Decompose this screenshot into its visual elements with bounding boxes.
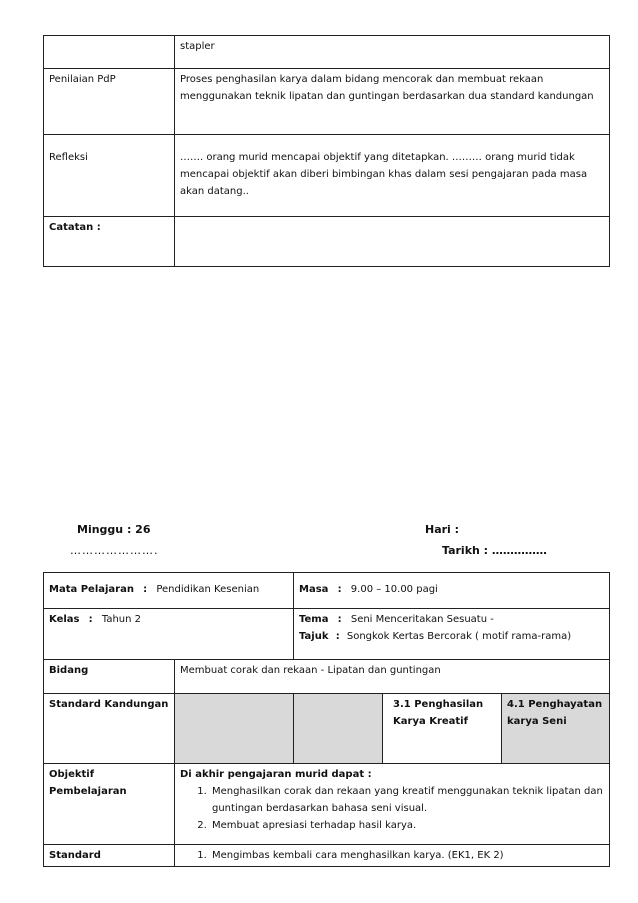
kelas-cell	[44, 609, 294, 660]
kelas-value: Tahun 2	[101, 614, 141, 625]
standard-item: 1. Mengimbas kembali cara menghasilkan karya. (EK1, EK 2)	[210, 847, 604, 864]
stapler-cell: stapler	[175, 36, 610, 69]
tema-line	[299, 611, 604, 628]
tajuk-line	[299, 628, 604, 645]
rph-table	[43, 572, 610, 867]
masa-value: 9.00 – 10.00 pagi	[350, 584, 438, 595]
refleksi-label: Refleksi	[44, 135, 175, 217]
kelas-sep: :	[88, 614, 93, 625]
mata-pelajaran-cell	[44, 573, 294, 609]
minggu-label: Minggu : 26	[77, 523, 151, 536]
penilaian-value: Proses penghasilan karya dalam bidang mencorak dan membuat rekaan menggunakan teknik lipatan dan guntingan berdasarkan dua standard kandungan	[175, 69, 610, 135]
tarikh-label: Tarikh : ……………	[442, 544, 547, 557]
standard-kandungan-label: Standard Kandungan	[44, 694, 175, 764]
standard-label: Standard	[44, 845, 175, 867]
refleksi-value: ……. orang murid mencapai objektif yang ditetapkan. ……… orang murid tidak mencapai objektif akan diberi bimbingan khas dalam sesi pengajaran pada masa akan datang..	[175, 135, 610, 217]
minggu-dots: ………………….	[70, 544, 159, 557]
objektif-intro: Di akhir pengajaran murid dapat :	[180, 769, 372, 780]
tema-sep: :	[337, 614, 342, 625]
tajuk-value: Songkok Kertas Bercorak ( motif rama-rama)	[346, 631, 572, 642]
tema-label: Tema	[299, 614, 329, 625]
sk-penghasilan: 3.1 Penghasilan Karya Kreatif	[383, 694, 502, 764]
tema-value: Seni Menceritakan Sesuatu -	[350, 614, 494, 625]
objektif-cell	[175, 764, 610, 845]
catatan-value	[175, 217, 610, 267]
mata-pelajaran-value: Pendidikan Kesenian	[156, 584, 260, 595]
rph-continuation-table	[43, 35, 610, 267]
mata-pelajaran-sep: :	[143, 584, 148, 595]
objektif-label: Objektif Pembelajaran	[44, 764, 175, 845]
objektif-item: 1. Menghasilkan corak dan rekaan yang kreatif menggunakan teknik lipatan dan guntingan berdasarkan bahasa seni visual.	[210, 783, 604, 817]
objektif-list	[180, 783, 604, 834]
tajuk-sep: :	[335, 631, 340, 642]
masa-cell	[294, 573, 610, 609]
mata-pelajaran-label: Mata Pelajaran	[49, 584, 134, 595]
sk-penghayatan: 4.1 Penghayatan karya Seni	[502, 694, 610, 764]
masa-sep: :	[337, 584, 342, 595]
sk-blank-1	[175, 694, 294, 764]
tema-tajuk-cell	[294, 609, 610, 660]
cell-empty	[44, 36, 175, 69]
kelas-label: Kelas	[49, 614, 80, 625]
masa-label: Masa	[299, 584, 329, 595]
catatan-label: Catatan :	[44, 217, 175, 267]
hari-label: Hari :	[425, 523, 460, 536]
objektif-item: 2. Membuat apresiasi terhadap hasil karya.	[210, 817, 604, 834]
bidang-value: Membuat corak dan rekaan - Lipatan dan guntingan	[175, 660, 610, 694]
bidang-label: Bidang	[44, 660, 175, 694]
tajuk-label: Tajuk	[299, 631, 329, 642]
penilaian-label: Penilaian PdP	[44, 69, 175, 135]
sk-blank-2	[294, 694, 383, 764]
standard-list	[180, 847, 604, 864]
standard-cell	[175, 845, 610, 867]
